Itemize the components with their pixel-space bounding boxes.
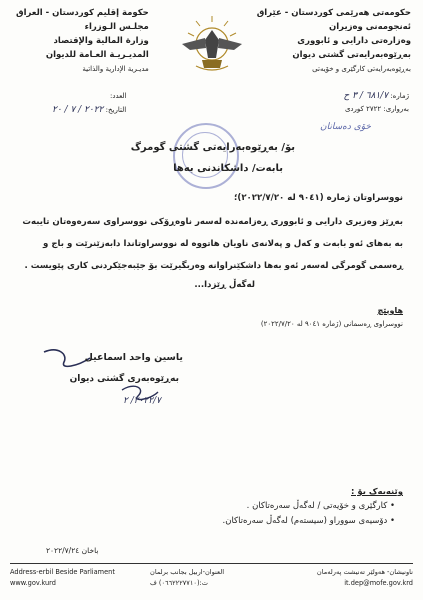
header-kurdish-line-5: بەڕێوەبەرایەتی کارگێری و خۆیەتی <box>312 65 411 73</box>
footer-phone: ت:(٠٦٦٢٢٢٧٧١٠) ف <box>150 579 208 587</box>
footer-address-kurdish: ناونیشان- هەولێر تەنیشت پەرلەمان <box>316 568 413 576</box>
copies-label: وێنەیەک بۆ : <box>351 487 403 497</box>
attachment-label: هاوپێچ <box>377 306 403 315</box>
footer-website: www.gov.kurd <box>10 579 56 587</box>
addressee-to: بۆ/ بەڕێوەبەرایەتی گشتی گومرگ <box>130 142 295 153</box>
copies-bullet-1: • <box>387 501 395 511</box>
signature-date: ٢٠٢٢/٧/ ٢ <box>123 396 161 406</box>
header-kurdish-line-1: حکومەتی هەرێمی کوردستان - عێراق <box>256 8 411 18</box>
header-kurdish <box>257 6 411 76</box>
arabic-date-value: ٢٠٢٢ / ٧ / ٢٠ <box>52 105 104 115</box>
header-arabic-line-2: مجلـس الـوزراء <box>84 22 149 32</box>
copies-item-2-text: دۆسیەی سووراو (سیستەم) لەگەڵ سەرەتاکان. <box>222 516 388 526</box>
addressee-subject: بابەت/ داشکاندنی بەها <box>173 163 283 174</box>
copies-item-2 <box>223 516 396 526</box>
reference-line: نووسراوتان ژمارە (٩٠٤١ لە ٢٠٢٢/٧/٢٠)؛ <box>233 193 403 203</box>
attachment-text: نووسراوی ڕەسمانی (ژمارە ٩٠٤١ لە ٢٠٢٢/٧/٢٠) <box>260 320 403 328</box>
arabic-date-label: التاريخ: <box>105 106 127 114</box>
footer-divider <box>10 563 413 564</box>
arabic-date <box>52 105 126 115</box>
footer-address-english: Address-erbil Beside Parliament <box>10 568 115 576</box>
kurdistan-crest-logo <box>172 14 252 76</box>
signatory-name: یاسین واحد اسماعیل <box>84 352 183 363</box>
document-date-label: بەرواری: <box>383 105 409 113</box>
copies-item-1-text: کارگێری و خۆیەتی / لەگەڵ سەرەتاکان . <box>246 501 388 511</box>
arabic-ref-label: العدد: <box>110 92 127 100</box>
header-kurdish-line-4: بەڕێوەبەرایەتی گشتی دیوان <box>292 50 411 60</box>
closing-regards: لەگەڵ ڕێزدا... <box>194 280 255 290</box>
copies-bullet-2: • <box>387 516 395 526</box>
document-date <box>345 105 409 113</box>
header-kurdish-line-2: ئەنجومەنی وەزیران <box>328 22 411 32</box>
document-date-value: ٢٧٢٢ کوردی <box>344 105 382 113</box>
header-kurdish-line-3: وەزارەتی دارایی و ئابووری <box>297 36 411 46</box>
body-paragraph: بەڕێز وەزیری دارایی و ئابووری ڕەزامەندە لەسەر ناوەڕۆکی نووسراوی سەرەوەتان تایبەت بە بەهای ئەو بابەت و کەل و پەلانەی ناویان هاتووە لە نووسراوتاندا دابەزێنرێت و باج و ڕەسمی گومرگی لەسەر ئەو بەها داشکێنراوانە وەربگیرێت بۆ جێبەجێکردنی کاری پێویست . <box>22 217 403 271</box>
header-arabic-line-5: مديـرية الإدارية والذاتية <box>82 65 149 73</box>
header-arabic-line-1: حكومة إقليم كوردستان - العراق <box>16 8 149 18</box>
archive-note: باخان ٢٠٢٢/٧/٢٤ <box>46 546 99 555</box>
document-number <box>343 91 409 101</box>
official-stamp <box>173 123 239 189</box>
copies-item-1 <box>247 501 395 511</box>
document-number-label: ژمارە: <box>390 92 409 100</box>
handwritten-note: خۆی دەسانان <box>320 122 371 132</box>
footer-address-arabic: العنوان-اربيل بجانب برلمان <box>150 568 225 576</box>
document-number-value: ٦٨١/٧ / ٣ ح <box>343 91 389 101</box>
header-arabic-line-3: وزارة المالية والإقتصاد <box>53 36 149 46</box>
footer-email: it.dep@mofe.gov.krd <box>344 579 413 587</box>
header-arabic <box>16 6 149 76</box>
header-arabic-line-4: المديـريـة العـامة للديوان <box>45 50 149 60</box>
signatory-title: بەڕێوەبەری گشتی دیوان <box>69 374 179 384</box>
